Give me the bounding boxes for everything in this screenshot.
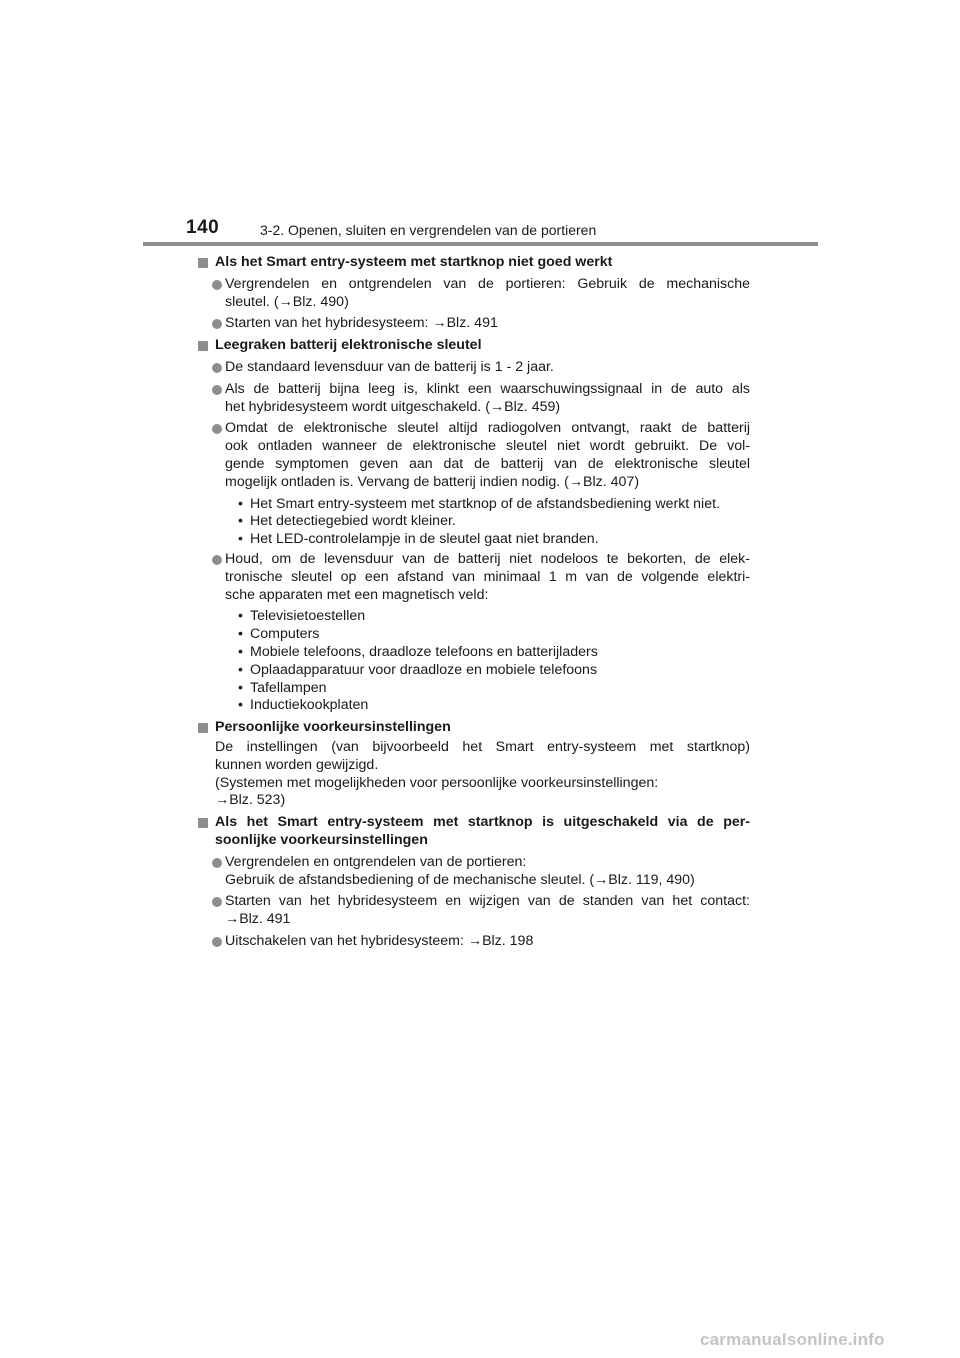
paragraph-text: (Systemen met mogelijkheden voor persoonlijke voorkeursinstellingen:	[215, 774, 659, 791]
page-content	[198, 254, 750, 951]
device-item: • Oplaadapparatuur voor draadloze en mobiele telefoons	[198, 662, 750, 680]
paragraph-text: De instellingen (van bijvoorbeeld het Smart entry-systeem met startknop)	[215, 738, 750, 755]
round-bullet-icon	[212, 319, 222, 329]
bullet-text: Starten van het hybridesysteem: →Blz. 491	[225, 315, 498, 332]
heading-text: Persoonlijke voorkeursinstellingen	[215, 719, 451, 736]
heading-text: Leegraken batterij elektronische sleutel	[215, 337, 482, 354]
square-bullet-icon	[198, 258, 208, 268]
section-heading	[198, 719, 750, 737]
heading-text: soonlijke voorkeursinstellingen	[215, 831, 428, 848]
list-item	[198, 359, 750, 377]
bullet-text: tronische sleutel op een afstand van minimaal 1 m van de volgende elektri-	[225, 568, 750, 585]
list-item	[198, 276, 750, 312]
square-bullet-icon	[198, 341, 208, 351]
list-item	[198, 381, 750, 417]
bullet-text: Vergrendelen en ontgrendelen van de portieren: Gebruik de mechanische	[225, 275, 750, 292]
section-title: 3-2. Openen, sluiten en vergrendelen van de portieren	[260, 222, 597, 238]
symptom-item: • Het Smart entry-systeem met startknop of de afstandsbediening werkt niet.	[198, 496, 750, 514]
paragraph-text: kunnen worden gewijzigd.	[215, 756, 379, 773]
device-item: • Inductiekookplaten	[198, 697, 750, 715]
symptom-list	[198, 496, 750, 549]
round-bullet-icon	[212, 363, 222, 373]
paragraph	[198, 739, 750, 810]
bullet-text: De standaard levensduur van de batterij is 1 - 2 jaar.	[225, 358, 554, 375]
bullet-text: sleutel. (→Blz. 490)	[225, 293, 349, 310]
device-item: • Computers	[198, 626, 750, 644]
device-list	[198, 608, 750, 715]
bullet-text: Houd, om de levensduur van de batterij niet nodeloos te bekorten, de elek-	[225, 550, 750, 567]
bullet-text: het hybridesysteem wordt uitgeschakeld. (→Blz. 459)	[225, 398, 561, 415]
round-bullet-icon	[212, 555, 222, 565]
device-item: • Mobiele telefoons, draadloze telefoons en batterijladers	[198, 644, 750, 662]
bullet-text: Vergrendelen en ontgrendelen van de portieren:	[225, 853, 527, 870]
square-bullet-icon	[198, 723, 208, 733]
bullet-text: Als de batterij bijna leeg is, klinkt een waarschuwingssignaal in de auto als	[225, 380, 750, 397]
bullet-text: sche apparaten met een magnetisch veld:	[225, 586, 489, 603]
round-bullet-icon	[212, 424, 222, 434]
section-heading	[198, 337, 750, 355]
list-item	[198, 933, 750, 951]
list-item	[198, 551, 750, 604]
round-bullet-icon	[212, 858, 222, 868]
section-heading	[198, 814, 750, 850]
round-bullet-icon	[212, 280, 222, 290]
header-divider	[143, 242, 818, 246]
bullet-text: ook ontladen wanneer de elektronische sleutel niet wordt gebruikt. De vol-	[225, 438, 750, 455]
bullet-text: Starten van het hybridesysteem en wijzigen van de standen van het contact:	[225, 893, 750, 910]
bullet-text: gende symptomen geven aan dat de batterij van de elektronische sleutel	[225, 455, 750, 472]
list-item	[198, 854, 750, 890]
heading-text: Als het Smart entry-systeem met startknop is uitgeschakeld via de per-	[215, 814, 750, 831]
bullet-text: →Blz. 491	[225, 911, 291, 928]
symptom-item: • Het LED-controlelampje in de sleutel gaat niet branden.	[198, 531, 750, 549]
list-item	[198, 315, 750, 333]
bullet-text: Omdat de elektronische sleutel altijd radiogolven ontvangt, raakt de batterij	[225, 420, 750, 437]
bullet-text: Uitschakelen van het hybridesysteem: →Blz. 198	[225, 932, 534, 949]
device-item: • Televisietoestellen	[198, 608, 750, 626]
symptom-item: • Het detectiegebied wordt kleiner.	[198, 513, 750, 531]
round-bullet-icon	[212, 897, 222, 907]
heading-text: Als het Smart entry-systeem met startknop niet goed werkt	[215, 254, 613, 270]
bullet-text: mogelijk ontladen is. Vervang de batterij indien nodig. (→Blz. 407)	[225, 473, 640, 490]
round-bullet-icon	[212, 937, 222, 947]
paragraph-text: →Blz. 523)	[215, 792, 286, 809]
section-heading	[198, 254, 750, 272]
round-bullet-icon	[212, 385, 222, 395]
watermark: carmanualsonline.info	[700, 1330, 885, 1349]
list-item	[198, 420, 750, 491]
device-item: • Tafellampen	[198, 680, 750, 698]
page-number: 140	[186, 217, 220, 238]
square-bullet-icon	[198, 818, 208, 828]
list-item	[198, 893, 750, 929]
bullet-text: Gebruik de afstandsbediening of de mechanische sleutel. (→Blz. 119, 490)	[225, 871, 695, 888]
